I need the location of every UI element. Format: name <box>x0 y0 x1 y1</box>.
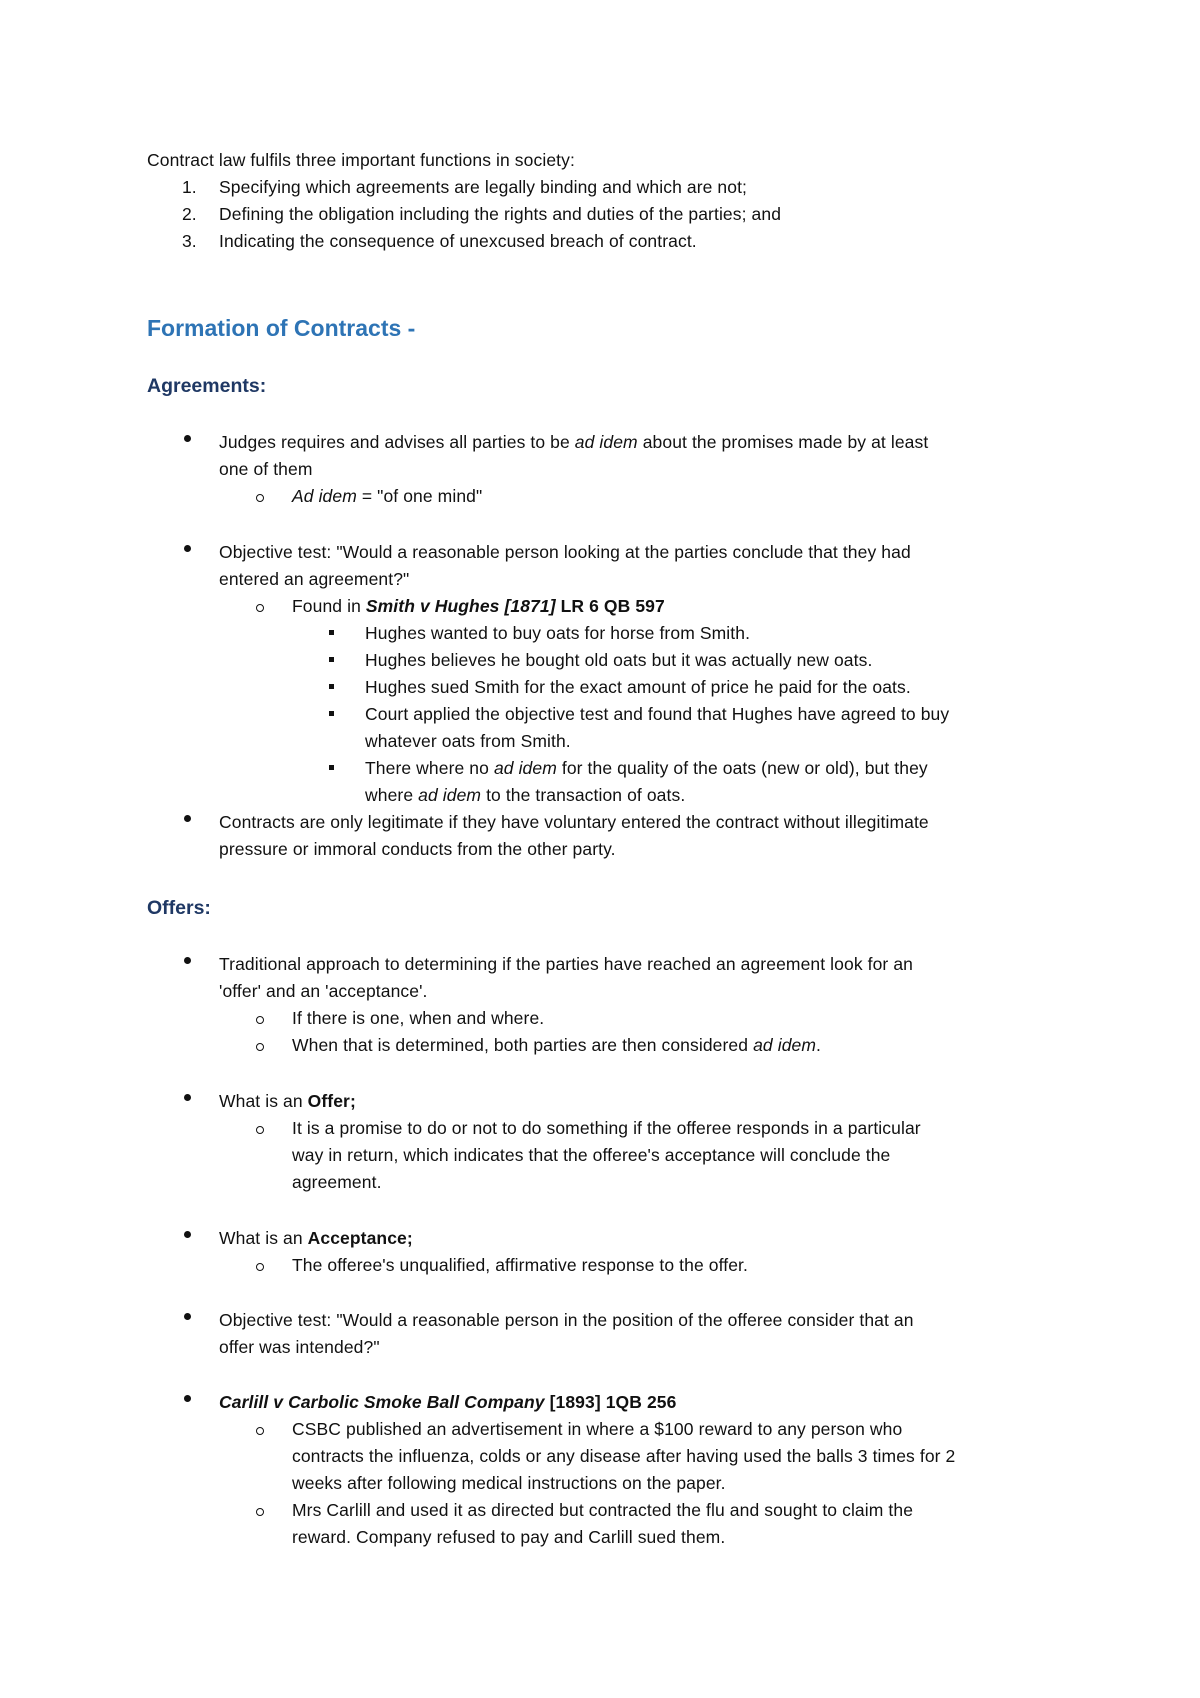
offers-sub-point-cont: agreement. <box>292 1172 382 1192</box>
offers-sub-point-cont: way in return, which indicates that the offeree's acceptance will conclude the <box>292 1145 891 1165</box>
bullet-dot <box>184 1231 191 1238</box>
case-point: Hughes sued Smith for the exact amount of price he paid for the oats. <box>365 677 911 697</box>
bullet-dot <box>184 957 191 964</box>
offers-point-1: Traditional approach to determining if the parties have reached an agreement look for an <box>219 954 913 974</box>
bullet-square <box>329 630 334 635</box>
bullet-square <box>329 711 334 716</box>
bullet-circle <box>256 1427 264 1435</box>
agreements-point-3: Contracts are only legitimate if they have voluntary entered the contract without illegitimate <box>219 812 929 832</box>
list-item: Defining the obligation including the rights and duties of the parties; and <box>219 204 782 224</box>
list-number: 1. <box>182 177 197 197</box>
offers-sub-point: When that is determined, both parties are then considered ad idem. <box>292 1035 822 1055</box>
case-citation: Found in Smith v Hughes [1871] LR 6 QB 597 <box>292 596 665 616</box>
bullet-dot <box>184 1094 191 1101</box>
case-point: Court applied the objective test and found that Hughes have agreed to buy <box>365 704 950 724</box>
agreements-point-3-cont: pressure or immoral conducts from the other party. <box>219 839 616 859</box>
offers-point-4-cont: offer was intended?" <box>219 1337 380 1357</box>
list-item: Indicating the consequence of unexcused breach of contract. <box>219 231 697 251</box>
bullet-circle <box>256 1126 264 1134</box>
case-point: There where no ad idem for the quality of the oats (new or old), but they <box>365 758 928 778</box>
offers-sub-point: The offeree's unqualified, affirmative response to the offer. <box>292 1255 748 1275</box>
offers-point-1-cont: 'offer' and an 'acceptance'. <box>219 981 428 1001</box>
offers-heading: Offers: <box>147 897 211 919</box>
offers-sub-point: Mrs Carlill and used it as directed but contracted the flu and sought to claim the <box>292 1500 914 1520</box>
offers-sub-point-cont: contracts the influenza, colds or any disease after having used the balls 3 times for 2 <box>292 1446 956 1466</box>
list-item: Specifying which agreements are legally binding and which are not; <box>219 177 748 197</box>
offers-sub-point-cont: weeks after following medical instructions on the paper. <box>292 1473 726 1493</box>
bullet-circle <box>256 1263 264 1271</box>
bullet-circle <box>256 1016 264 1024</box>
intro-lead: Contract law fulfils three important functions in society: <box>147 150 575 170</box>
bullet-circle <box>256 494 264 502</box>
offers-point-5: Carlill v Carbolic Smoke Ball Company [1893] 1QB 256 <box>219 1392 677 1412</box>
offers-sub-point: It is a promise to do or not to do something if the offeree responds in a particular <box>292 1118 921 1138</box>
offers-point-3: What is an Acceptance; <box>219 1228 413 1248</box>
bullet-dot <box>184 1313 191 1320</box>
bullet-dot <box>184 435 191 442</box>
bullet-square <box>329 657 334 662</box>
agreements-point-1: Judges requires and advises all parties to be ad idem about the promises made by at least <box>219 432 929 452</box>
case-point-cont: whatever oats from Smith. <box>365 731 571 751</box>
bullet-circle <box>256 1508 264 1516</box>
case-point: Hughes wanted to buy oats for horse from Smith. <box>365 623 751 643</box>
list-number: 2. <box>182 204 197 224</box>
agreements-point-2-cont: entered an agreement?" <box>219 569 410 589</box>
bullet-square <box>329 765 334 770</box>
bullet-circle <box>256 1043 264 1051</box>
bullet-dot <box>184 815 191 822</box>
agreements-heading: Agreements: <box>147 375 267 397</box>
bullet-dot <box>184 1395 191 1402</box>
bullet-square <box>329 684 334 689</box>
offers-sub-point-cont: reward. Company refused to pay and Carlill sued them. <box>292 1527 726 1547</box>
offers-point-2: What is an Offer; <box>219 1091 356 1111</box>
bullet-circle <box>256 604 264 612</box>
offers-point-4: Objective test: "Would a reasonable person in the position of the offeree consider that an <box>219 1310 914 1330</box>
agreements-point-1-cont: one of them <box>219 459 313 479</box>
offers-sub-point: CSBC published an advertisement in where a $100 reward to any person who <box>292 1419 903 1439</box>
case-point-cont: where ad idem to the transaction of oats. <box>365 785 686 805</box>
offers-sub-point: If there is one, when and where. <box>292 1008 545 1028</box>
section-title: Formation of Contracts - <box>147 315 416 341</box>
bullet-dot <box>184 545 191 552</box>
case-point: Hughes believes he bought old oats but it was actually new oats. <box>365 650 873 670</box>
agreements-point-2: Objective test: "Would a reasonable person looking at the parties conclude that they had <box>219 542 911 562</box>
agreements-sub-point: Ad idem = "of one mind" <box>292 486 483 506</box>
list-number: 3. <box>182 231 197 251</box>
